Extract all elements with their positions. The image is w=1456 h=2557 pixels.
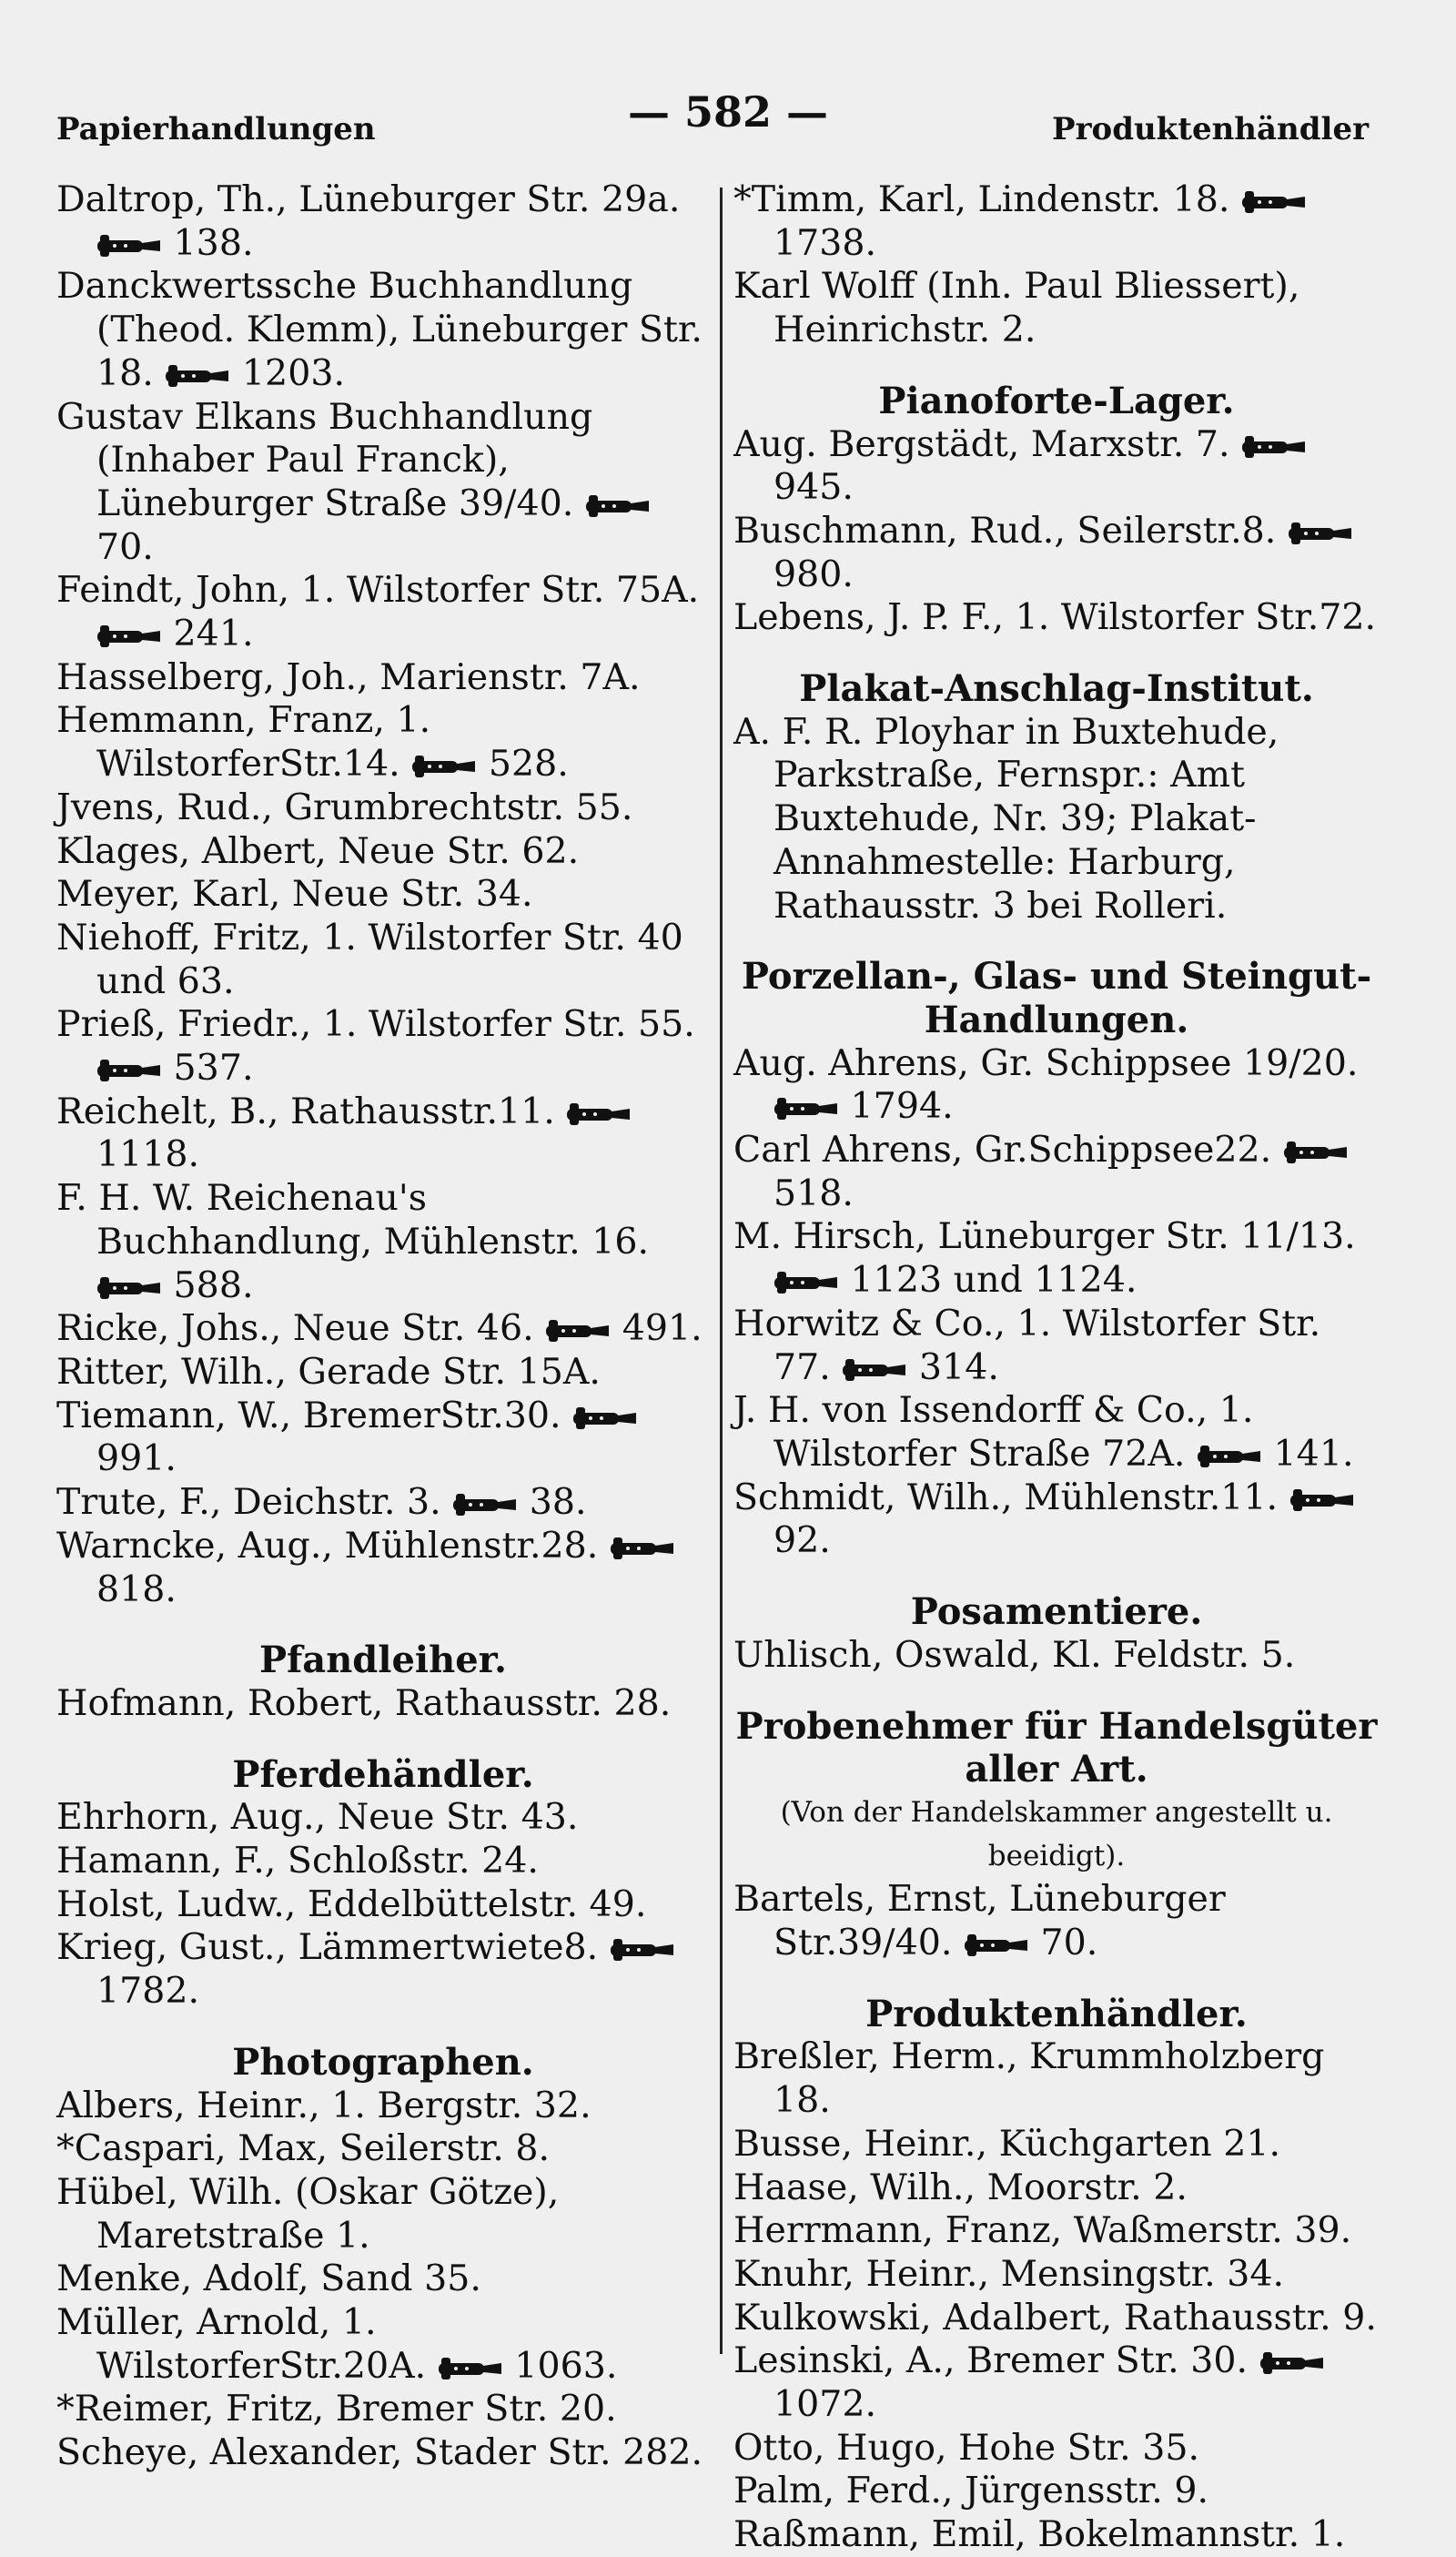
phone-number: 588. — [162, 1263, 254, 1306]
right-column — [733, 178, 1380, 2557]
directory-entry — [56, 2431, 710, 2475]
telephone-hand-icon — [1241, 188, 1307, 216]
section-heading: Posamentiere. — [910, 1590, 1203, 1634]
telephone-hand-icon — [411, 753, 477, 780]
directory-entry — [733, 423, 1380, 510]
entry-text: Uhlisch, Oswald, Kl. Feldstr. 5. — [733, 1633, 1296, 1676]
entry-text: Feindt, John, 1. Wilstorfer Str. 75A. — [56, 569, 700, 612]
directory-entry — [733, 510, 1380, 596]
entry-text: Klages, Albert, Neue Str. 62. — [56, 829, 580, 872]
section-heading: Plakat-Anschlag-Institut. — [799, 667, 1314, 711]
phone-number: 1118. — [96, 1133, 200, 1176]
directory-entry — [733, 1042, 1380, 1129]
entry-text: Gustav Elkans Buchhandlung (Inhaber Paul Franck), Lüneburger Straße 39/40. — [56, 395, 593, 524]
running-head-left: Papierhandlungen — [56, 111, 376, 147]
directory-entry — [56, 786, 710, 830]
entry-text: Meyer, Karl, Neue Str. 34. — [56, 873, 533, 916]
directory-entry — [56, 1091, 710, 1177]
directory-entry — [733, 2035, 1380, 2122]
entry-text: Karl Wolff (Inh. Paul Bliessert), Heinrichstr. 2. — [733, 265, 1300, 351]
telephone-hand-icon — [1259, 2349, 1325, 2377]
telephone-hand-icon — [774, 1269, 839, 1296]
telephone-hand-icon — [96, 1057, 162, 1084]
phone-number: 945. — [774, 466, 854, 509]
running-head-right: Produktenhändler — [1052, 111, 1369, 147]
telephone-hand-icon — [774, 1095, 839, 1122]
entry-text: Ritter, Wilh., Gerade Str. 15A. — [56, 1350, 601, 1393]
phone-number: 1794. — [839, 1085, 954, 1128]
directory-entry — [56, 2301, 710, 2388]
directory-entry — [733, 2297, 1380, 2340]
entry-text: Horwitz & Co., 1. Wilstorfer Str. 77. — [733, 1302, 1321, 1388]
entry-text: Kulkowski, Adalbert, Rathausstr. 9. — [733, 2296, 1377, 2339]
phone-number: 980. — [774, 553, 854, 595]
directory-entry — [733, 2209, 1380, 2253]
section-heading: Porzellan-, Glas- und Steingut-Handlungen. — [741, 955, 1372, 1041]
directory-entry — [733, 1303, 1380, 1389]
entry-text: M. Hirsch, Lüneburger Str. 11/13. — [733, 1215, 1356, 1258]
directory-entry — [56, 1840, 710, 1883]
entry-text: Niehoff, Fritz, 1. Wilstorfer Str. 40 und 63. — [56, 916, 683, 1002]
directory-entry — [56, 2388, 710, 2431]
telephone-hand-icon — [545, 1317, 611, 1344]
directory-entry — [733, 1634, 1380, 1678]
directory-entry — [733, 1389, 1380, 1476]
telephone-hand-icon — [96, 623, 162, 650]
entry-text: Reichelt, B., Rathausstr.11. — [56, 1090, 567, 1132]
phone-number: 537. — [162, 1047, 254, 1090]
entry-text: Haase, Wilh., Moorstr. 2. — [733, 2166, 1188, 2208]
phone-number: 518. — [774, 1172, 854, 1214]
directory-entry — [733, 2339, 1380, 2426]
telephone-hand-icon — [1241, 433, 1307, 461]
phone-number: 38. — [518, 1481, 587, 1524]
section-heading: Pfandleiher. — [259, 1639, 507, 1682]
phone-number: 1063. — [502, 2344, 618, 2387]
phone-number: 141. — [1262, 1432, 1354, 1475]
directory-entry — [56, 569, 710, 655]
telephone-hand-icon — [1288, 520, 1353, 547]
entry-text: Aug. Ahrens, Gr. Schippsee 19/20. — [733, 1041, 1359, 1084]
directory-entry — [56, 1351, 710, 1395]
entry-text: *Caspari, Max, Seilerstr. 8. — [56, 2127, 551, 2170]
entry-text: J. H. von Issendorff & Co., 1. Wilstorfer Straße 72A. — [733, 1389, 1254, 1475]
directory-entry — [56, 2258, 710, 2301]
directory-entry — [56, 917, 710, 1003]
entry-text: Knuhr, Heinr., Mensingstr. 34. — [733, 2252, 1285, 2295]
phone-number: 1203. — [230, 351, 346, 394]
telephone-hand-icon — [1283, 1139, 1349, 1166]
telephone-hand-icon — [1289, 1487, 1355, 1514]
left-column — [56, 178, 710, 2475]
directory-entry — [56, 178, 710, 265]
entry-text: Albers, Heinr., 1. Bergstr. 32. — [56, 2084, 592, 2126]
directory-entry — [56, 1926, 710, 2013]
entry-text: A. F. R. Ployhar in Buxtehude, Parkstraße, Fernspr.: Amt Buxtehude, Nr. 39; Plakat-Annahmestelle: Harburg, Rathausstr. 3 bei Rolleri. — [733, 710, 1279, 927]
phone-number: 1782. — [96, 1970, 200, 2013]
entry-text: Breßler, Herm., Krummholzberg 18. — [733, 2035, 1325, 2122]
entry-text: Hofmann, Robert, Rathausstr. 28. — [56, 1681, 672, 1724]
entry-text: Herrmann, Franz, Waßmerstr. 39. — [733, 2209, 1352, 2252]
entry-text: F. H. W. Reichenau's Buchhandlung, Mühlenstr. 16. — [56, 1177, 650, 1263]
entry-text: Hasselberg, Joh., Marienstr. 7A. — [56, 655, 641, 698]
directory-entry — [56, 265, 710, 395]
entry-text: Scheye, Alexander, Stader Str. 282. — [56, 2431, 703, 2474]
directory-entry — [56, 2171, 710, 2258]
entry-text: *Reimer, Fritz, Bremer Str. 20. — [56, 2388, 617, 2430]
phone-number: 70. — [1028, 1922, 1098, 1964]
directory-entry — [56, 830, 710, 874]
entry-text: Jvens, Rud., Grumbrechtstr. 55. — [56, 786, 633, 828]
section-heading: Probenehmer für Handelsgüter aller Art. — [735, 1704, 1378, 1791]
entry-text: Tiemann, W., BremerStr.30. — [56, 1394, 573, 1436]
directory-entry — [733, 2166, 1380, 2210]
directory-entry — [56, 2127, 710, 2171]
directory-entry — [56, 1307, 710, 1351]
entry-text: Krieg, Gust., Lämmertwiete8. — [56, 1926, 610, 1969]
section-note: (Von der Handelskammer angestellt u. beeidigt). — [780, 1795, 1333, 1872]
entry-text: Müller, Arnold, 1. WilstorferStr.20A. — [56, 2301, 438, 2387]
directory-entry — [733, 2253, 1380, 2297]
directory-entry — [56, 1682, 710, 1726]
entry-text: Menke, Adolf, Sand 35. — [56, 2258, 481, 2300]
telephone-hand-icon — [96, 1274, 162, 1302]
phone-number: 1072. — [774, 2383, 877, 2426]
entry-text: Buschmann, Rud., Seilerstr.8. — [733, 509, 1288, 552]
entry-text: Carl Ahrens, Gr.Schippsee22. — [733, 1129, 1283, 1172]
entry-text: Raßmann, Emil, Bokelmannstr. 1. — [733, 2513, 1346, 2556]
entry-text: Prieß, Friedr., 1. Wilstorfer Str. 55. — [56, 1003, 695, 1046]
entry-text: Holst, Ludw., Eddelbüttelstr. 49. — [56, 1882, 647, 1925]
entry-text: Ricke, Johs., Neue Str. 46. — [56, 1307, 546, 1350]
entry-text: Hamann, F., Schloßstr. 24. — [56, 1840, 539, 1882]
entry-text: Lesinski, A., Bremer Str. 30. — [733, 2339, 1259, 2382]
column-divider — [720, 188, 723, 2354]
directory-entry — [56, 1796, 710, 1840]
entry-text: Hübel, Wilh. (Oskar Götze), Maretstraße 1. — [56, 2170, 560, 2257]
telephone-hand-icon — [572, 1405, 638, 1432]
directory-entry — [56, 1525, 710, 1611]
telephone-hand-icon — [842, 1356, 907, 1384]
directory-entry — [56, 1003, 710, 1090]
entry-text: Otto, Hugo, Hohe Str. 35. — [733, 2426, 1200, 2469]
telephone-hand-icon — [1197, 1443, 1262, 1470]
telephone-hand-icon — [96, 232, 162, 259]
entry-text: Warncke, Aug., Mühlenstr.28. — [56, 1524, 610, 1567]
directory-entry — [733, 2427, 1380, 2471]
telephone-hand-icon — [964, 1932, 1029, 1959]
directory-entry — [733, 2470, 1380, 2513]
directory-entry — [733, 1476, 1380, 1563]
entry-text: Lebens, J. P. F., 1. Wilstorfer Str.72. — [733, 596, 1377, 639]
directory-entry — [733, 178, 1380, 265]
directory-entry — [733, 1129, 1380, 1215]
directory-entry — [56, 1883, 710, 1927]
section-heading: Photographen. — [232, 2040, 534, 2084]
telephone-hand-icon — [585, 492, 651, 520]
phone-number: 92. — [774, 1519, 831, 1562]
directory-entry — [56, 1395, 710, 1481]
directory-entry — [56, 2085, 710, 2128]
directory-entry — [733, 596, 1380, 640]
directory-entry — [56, 873, 710, 917]
telephone-hand-icon — [610, 1936, 675, 1963]
phone-number: 138. — [162, 221, 254, 264]
directory-entry — [56, 1481, 710, 1525]
phone-number: 528. — [477, 743, 569, 786]
entry-text: Daltrop, Th., Lüneburger Str. 29a. — [56, 178, 681, 220]
entry-text: Trute, F., Deichstr. 3. — [56, 1481, 453, 1524]
phone-number: 991. — [96, 1437, 177, 1480]
telephone-hand-icon — [610, 1535, 675, 1562]
entry-text: Hemmann, Franz, 1. WilstorferStr.14. — [56, 699, 431, 786]
directory-entry — [733, 711, 1380, 928]
directory-entry — [733, 2123, 1380, 2166]
entry-text: Bartels, Ernst, Lüneburger Str.39/40. — [733, 1878, 1226, 1964]
directory-entry — [56, 1177, 710, 1307]
directory-entry — [733, 1215, 1380, 1302]
telephone-hand-icon — [165, 362, 230, 390]
entry-text: *Timm, Karl, Lindenstr. 18. — [733, 178, 1242, 220]
telephone-hand-icon — [566, 1101, 632, 1128]
directory-entry — [733, 1878, 1380, 1964]
phone-number: 241. — [162, 613, 254, 655]
entry-text: Ehrhorn, Aug., Neue Str. 43. — [56, 1796, 579, 1839]
entry-text: Aug. Bergstädt, Marxstr. 7. — [733, 422, 1242, 465]
entry-text: Danckwertssche Buchhandlung (Theod. Klemm), Lüneburger Str. 18. — [56, 265, 703, 394]
entry-text: Palm, Ferd., Jürgensstr. 9. — [733, 2470, 1209, 2512]
phone-number: 1738. — [774, 221, 877, 264]
entry-text: Schmidt, Wilh., Mühlenstr.11. — [733, 1476, 1289, 1518]
phone-number: 491. — [611, 1307, 703, 1350]
directory-entry — [56, 656, 710, 700]
section-heading: Pferdehändler. — [232, 1752, 534, 1796]
directory-entry — [733, 2513, 1380, 2557]
section-heading: Produktenhändler. — [865, 1992, 1248, 2035]
entry-text: Busse, Heinr., Küchgarten 21. — [733, 2122, 1281, 2165]
phone-number: 818. — [96, 1568, 177, 1610]
directory-entry — [56, 699, 710, 786]
telephone-hand-icon — [452, 1491, 518, 1518]
phone-number: 314. — [907, 1345, 999, 1388]
directory-entry — [56, 396, 710, 570]
phone-number: 70. — [96, 525, 154, 568]
phone-number: 1123 und 1124. — [839, 1259, 1138, 1302]
directory-entry — [733, 265, 1380, 351]
page-number: — 582 — — [627, 87, 829, 137]
section-heading: Pianoforte-Lager. — [878, 379, 1235, 422]
telephone-hand-icon — [438, 2355, 503, 2382]
